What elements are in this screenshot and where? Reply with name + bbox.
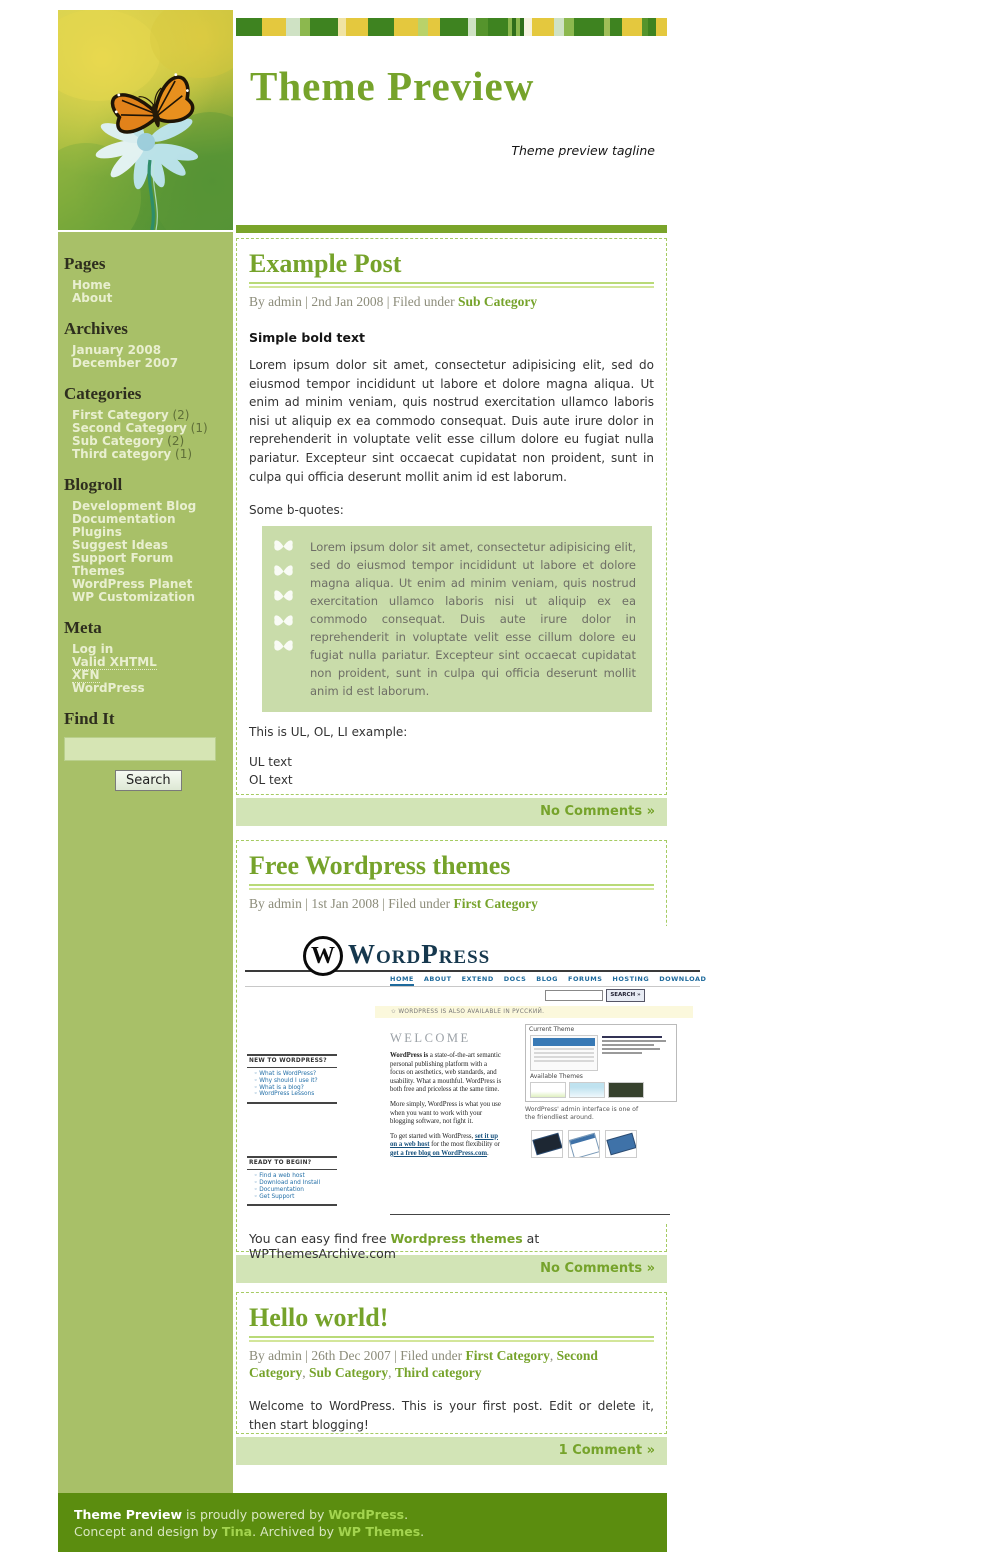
sidebar-item-support-forum[interactable]: Support Forum <box>72 551 174 565</box>
footer-line-1 <box>74 1506 667 1523</box>
footer-text: is proudly powered by <box>182 1507 329 1522</box>
sidebar-item-log-in[interactable]: Log in <box>72 642 114 656</box>
post-meta-text: By admin | 2nd Jan 2008 | Filed under <box>249 294 459 309</box>
post-title[interactable]: Example Post <box>249 249 402 278</box>
sidebar-item-wordpress-planet[interactable]: WordPress Planet <box>72 577 193 591</box>
nav-about: ABOUT <box>423 975 452 983</box>
sidebar-item-december-2007[interactable]: December 2007 <box>72 356 179 370</box>
search-input[interactable] <box>64 737 216 761</box>
post-meta-text: By admin | 1st Jan 2008 | Filed under <box>249 896 454 911</box>
ul-text: UL text <box>249 755 292 770</box>
available-themes-label: Available Themes <box>530 1073 583 1080</box>
post-example-post <box>236 238 667 826</box>
wordpress-logotype: WordPress <box>348 939 491 969</box>
category-count: (2) <box>167 434 185 448</box>
nav-forums: FORUMS <box>568 975 603 983</box>
header-divider-bar <box>236 225 667 233</box>
current-theme-label: Current Theme <box>529 1026 575 1033</box>
nav-extend: EXTEND <box>461 975 494 983</box>
wordpress-theme-panel <box>525 1024 700 1184</box>
sidebar-item-development-blog[interactable]: Development Blog <box>72 499 197 513</box>
butterfly-icon <box>273 588 294 605</box>
butterfly-icon <box>273 638 294 655</box>
search-button[interactable]: Search <box>115 770 182 791</box>
blockquote-text: Lorem ipsum dolor sit amet, consectetur adipisicing elit, sed do eiusmod tempor incididunt ut labore et dolore magna aliqua. Ut enim ad minim veniam, quis nostrud exercitation ullamco laboris nisi ut aliquip ex ea commodo consequat. Duis aute irure dolor in reprehenderit in voluptate velit esse cillum dolore eu fugiat nulla pariatur. Excepteur sint occaecat cupidatat non proident, sunt in culpa qui officia deserunt mollit anim id est laborum. <box>310 540 636 699</box>
para-text: To get started with WordPress, <box>390 1132 475 1140</box>
current-theme-box <box>525 1024 677 1102</box>
footer <box>58 1493 667 1552</box>
language-notice: ✩ WORDPRESS IS ALSO AVAILABLE IN РУССКИЙ. <box>375 1006 693 1018</box>
sidebar-item-plugins[interactable]: Plugins <box>72 525 122 539</box>
footer-wp-themes-link[interactable]: WP Themes <box>338 1524 421 1539</box>
title-rule <box>249 1336 654 1342</box>
post-body-box <box>236 840 707 1261</box>
sidebar-heading-archives: Archives <box>64 319 128 338</box>
closing-text: at <box>522 1231 540 1246</box>
side-link: ◦ Documentation <box>247 1187 337 1194</box>
sidebar-item-about[interactable]: About <box>72 291 113 305</box>
screenshot-rule <box>245 986 700 987</box>
theme-mini-previews <box>530 1082 644 1098</box>
wordpress-logo-w: W <box>311 942 335 969</box>
title-rule <box>249 884 654 890</box>
card-thumbnail <box>531 1130 563 1158</box>
side-link: ◦ Why should I use it? <box>247 1078 337 1085</box>
sidebar-item-wordpress[interactable]: WordPress <box>72 681 145 695</box>
comments-link[interactable]: 1 Comment » <box>236 1437 667 1465</box>
post-meta <box>249 895 654 912</box>
post-meta <box>249 1347 654 1381</box>
footer-text: . <box>420 1524 425 1539</box>
nav-download: DOWNLOAD <box>659 975 707 983</box>
screenshot-rule <box>390 1214 670 1215</box>
wordpress-logo-icon <box>303 936 343 976</box>
post-title[interactable]: Free Wordpress themes <box>249 851 511 880</box>
post-hello-world <box>236 1292 667 1465</box>
wordpress-search-button: SEARCH » <box>606 989 645 1002</box>
side-link: ◦ What is a blog? <box>247 1085 337 1092</box>
bold-lead: WordPress is <box>390 1052 429 1059</box>
nav-home: HOME <box>390 975 414 986</box>
category-link[interactable]: Third category <box>72 447 172 461</box>
sidebar-item-january-2008[interactable]: January 2008 <box>72 343 162 357</box>
theme-thumbnail <box>530 1035 598 1071</box>
sidebar-butterfly-image <box>58 10 233 230</box>
closing-text: You can easy find free <box>249 1231 391 1246</box>
wordpress-search-input <box>545 990 603 1001</box>
side-link: ◦ What is WordPress? <box>247 1071 337 1078</box>
separator: , <box>302 1365 309 1380</box>
side-link: ◦ Get Support <box>247 1194 337 1201</box>
sidebar-heading-categories: Categories <box>64 384 142 403</box>
category-count: (1) <box>190 421 208 435</box>
side-link: ◦ Download and Install <box>247 1180 337 1187</box>
post-meta <box>249 293 654 310</box>
nav-docs: DOCS <box>503 975 527 983</box>
post-body-box <box>236 238 667 795</box>
category-count: (2) <box>172 408 190 422</box>
ol-text: OL text <box>249 773 293 788</box>
card-thumbnail <box>605 1130 637 1158</box>
sidebar-item-third-category <box>72 448 233 461</box>
screenshot-caption: WordPress' admin interface is one of the friendliest around. <box>525 1106 639 1121</box>
sidebar-heading-pages: Pages <box>64 254 106 273</box>
inline-link: set it up on a web host <box>390 1132 498 1149</box>
list-item <box>251 793 654 795</box>
sidebar-heading-find-it: Find It <box>64 709 115 728</box>
sidebar-item-documentation[interactable]: Documentation <box>72 512 176 526</box>
blockquote <box>262 526 652 712</box>
sidebar-heading-meta: Meta <box>64 618 102 637</box>
category-link[interactable]: First Category <box>465 1348 550 1363</box>
butterfly-bullet-icon <box>251 793 270 795</box>
category-count: (1) <box>175 447 193 461</box>
wordpress-side-nav <box>247 1054 337 1206</box>
post-paragraph: Welcome to WordPress. This is your first post. Edit or delete it, then start blogging! <box>249 1399 654 1432</box>
list-intro: This is UL, OL, LI example: <box>249 725 408 740</box>
sidebar-item-wp-customization[interactable]: WP Customization <box>72 590 196 604</box>
title-rule <box>249 282 654 288</box>
xfn-label: XFN <box>72 668 100 682</box>
wordpress-screenshot <box>245 926 707 1224</box>
welcome-heading: WELCOME <box>390 1031 471 1045</box>
footer-line-2 <box>74 1523 667 1540</box>
posts-area <box>236 238 707 1465</box>
category-link[interactable]: Sub Category <box>72 434 164 448</box>
site-tagline: Theme preview tagline <box>511 143 655 158</box>
separator: , <box>549 1348 557 1363</box>
card-thumbnail <box>568 1130 600 1158</box>
quote-intro: Some b-quotes: <box>249 503 344 518</box>
post-body-box <box>236 1292 667 1434</box>
category-link[interactable]: Third category <box>394 1365 482 1380</box>
butterfly-icon <box>273 613 294 630</box>
post-meta-text: By admin | 26th Dec 2007 | Filed under <box>249 1348 466 1363</box>
butterfly-icon <box>273 563 294 580</box>
inline-link: get a free blog on WordPress.com <box>390 1149 488 1157</box>
closing-domain: WPThemesArchive.com <box>249 1246 396 1261</box>
post-paragraph: Lorem ipsum dolor sit amet, consectetur adipisicing elit, sed do eiusmod tempor incididunt ut labore et dolore magna aliqua. Ut enim ad minim veniam, quis nostrud exercitation ullamco laboris nisi ut aliquip ex ea commodo consequat. Duis aute irure dolor in reprehenderit in voluptate velit esse cillum dolore eu fugiat nulla pariatur. Excepteur sint occaecat cupidatat non proident, sunt in culpa qui officia deserunt mollit anim id est laborum. <box>249 358 654 484</box>
bold-text-sample: Simple bold text <box>249 330 365 345</box>
wordpress-nav <box>390 975 706 986</box>
sidebar-heading-blogroll: Blogroll <box>64 475 123 494</box>
post-title[interactable]: Hello world! <box>249 1303 389 1332</box>
footer-wordpress-link[interactable]: WordPress <box>328 1507 405 1522</box>
list-item-label <box>280 794 318 795</box>
side-link: ◦ Find a web host <box>247 1173 337 1180</box>
wordpress-welcome-text <box>390 1052 502 1165</box>
post-free-wordpress-themes <box>236 840 707 1283</box>
site-title[interactable]: Theme Preview <box>250 63 535 109</box>
sidebar-item-themes[interactable]: Themes <box>72 564 125 578</box>
sidebar-item-suggest-ideas[interactable]: Suggest Ideas <box>72 538 168 552</box>
footer-site-name: Theme Preview <box>74 1507 183 1522</box>
header-stripes <box>236 18 667 36</box>
theme-description-lines <box>602 1036 670 1056</box>
box-title: READY TO BEGIN? <box>247 1158 337 1170</box>
comments-link[interactable]: No Comments » <box>236 798 667 826</box>
category-link[interactable]: First Category <box>453 896 538 911</box>
category-link[interactable]: Second Category <box>249 1348 598 1380</box>
butterfly-flower-illustration <box>58 10 233 230</box>
category-link[interactable]: Second Category <box>72 421 187 435</box>
sidebar-item-home[interactable]: Home <box>72 278 111 292</box>
butterfly-bullets-column <box>273 538 294 655</box>
para-text: More simply, WordPress is what you use when you want to work with your blogging software, not fight it. <box>390 1100 501 1126</box>
category-link[interactable]: Sub Category <box>458 294 538 309</box>
promo-card-thumbnails <box>531 1130 637 1158</box>
sidebar <box>58 232 233 1493</box>
nav-hosting: HOSTING <box>612 975 650 983</box>
wordpress-themes-link[interactable]: Wordpress themes <box>390 1231 523 1246</box>
nav-blog: BLOG <box>536 975 559 983</box>
valid-xhtml-label: Valid XHTML <box>72 655 157 669</box>
para-text: for the most flexibility or <box>429 1141 500 1149</box>
footer-tina-link[interactable]: Tina <box>221 1524 253 1539</box>
butterfly-icon <box>273 538 294 555</box>
new-to-wordpress-box <box>247 1054 337 1104</box>
footer-text: Concept and design by <box>74 1524 222 1539</box>
comments-link[interactable]: No Comments » <box>236 1255 667 1283</box>
separator: , <box>388 1365 395 1380</box>
footer-text: . <box>404 1507 409 1522</box>
category-link[interactable]: Sub Category <box>308 1365 389 1380</box>
para-text: a state-of-the-art semantic personal publishing platform with a focus on aesthetics, web standards, and usability. What a mouthful. WordPress is both free and priceless at the same time. <box>390 1052 502 1094</box>
box-title: NEW TO WORDPRESS? <box>247 1056 337 1068</box>
side-link: ◦ WordPress Lessons <box>247 1091 337 1098</box>
category-link[interactable]: First Category <box>72 408 169 422</box>
ready-to-begin-box <box>247 1156 337 1206</box>
footer-text: . Archived by <box>252 1524 339 1539</box>
para-text: . <box>487 1149 489 1157</box>
